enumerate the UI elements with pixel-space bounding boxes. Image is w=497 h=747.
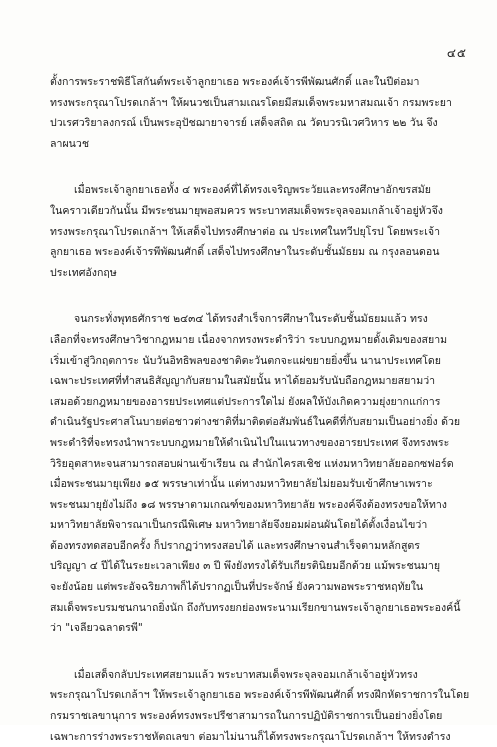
body-text <box>50 60 470 747</box>
text-line: เมื่อพระชนมายุเพียง ๑๕ พรรษาเท่านั้น แต่ทางมหาวิทยาลัยไม่ยอมรับเข้าศึกษาเพราะ <box>50 478 433 491</box>
text-line: จนกระทั่งพุทธศักราช ๒๔๓๔ ได้ทรงสำเร็จการศึกษาในระดับชั้นมัธยมแล้ว ทรง <box>74 313 428 326</box>
text-line: ประเทศอังกฤษ <box>50 266 117 279</box>
text-line: เมื่อพระเจ้าลูกยาเธอทั้ง ๔ พระองค์ที่ได้ทรงเจริญพระวัยและทรงศึกษาอักขรสมัย <box>74 184 431 197</box>
text-line: พระดำริที่จะทรงนำพาระบบกฎหมายให้ดำเนินไปในแนวทางของอารยประเทศ จึงทรงพระ <box>50 436 450 449</box>
paragraph-1 <box>50 72 470 154</box>
text-line: พระกรุณาโปรดเกล้าฯ ให้พระเจ้าลูกยาเธอ พระองค์เจ้ารพีพัฒนศักดิ์ ทรงฝึกหัดราชการในโดย <box>50 689 470 702</box>
text-line: สมเด็จพระบรมชนกนาถยิ่งนัก ถึงกับทรงยกย่องพระนามเรียกขานพระเจ้าลูกยาเธอพระองค์นี้ <box>50 601 461 614</box>
page-number: ๔๕ <box>446 46 467 60</box>
text-line: เริ่มเข้าสู่วิกฤตการะ นับวันอิทธิพลของชาติตะวันตกจะแผ่ขยายยิ่งขึ้น นานาประเทศโดย <box>50 354 441 367</box>
text-line: ตั้งการพระราชพิธีโสกันต์พระเจ้าลูกยาเธอ พระองค์เจ้ารพีพัฒนศักดิ์ และในปีต่อมา <box>50 76 420 88</box>
text-line: ในคราวเดียวกันนั้น มีพระชนมายุพอสมควร พระบาทสมเด็จพระจุลจอมเกล้าเจ้าอยู่หัวจึง <box>50 204 443 217</box>
text-line: พระชนมายุยังไม่ถึง ๑๘ พรรษาตามเกณฑ์ของมหาวิทยาลัย พระองค์จึงต้องทรงขอให้ทาง <box>50 498 447 511</box>
text-line: เมื่อเสด็จกลับประเทศสยามแล้ว พระบาทสมเด็จพระจุลจอมเกล้าเจ้าอยู่หัวทรง <box>74 668 418 681</box>
text-line: เสมอด้วยกฎหมายของอารยประเทศแต่ประการใดไม่ ยังผลให้บังเกิดความยุ่งยากแก่การ <box>50 395 441 408</box>
text-line: ปริญญา ๔ ปีได้ในระยะเวลาเพียง ๓ ปี พึงยังทรงได้รับเกียรตินิยมอีกด้วย แม้พระชนมายุ <box>50 560 441 573</box>
paragraph-3 <box>50 309 470 639</box>
text-line: มหาวิทยาลัยพิจารณาเป็นกรณีพิเศษ มหาวิทยาลัยจึงยอมผ่อนผันโดยได้ตั้งเงื่อนไขว่า <box>50 519 428 532</box>
text-line: ลูกยาเธอ พระองค์เจ้ารพีพัฒนศักดิ์ เสด็จไปทรงศึกษาในระดับชั้นมัธยม ณ กรุงลอนดอน <box>50 246 440 259</box>
text-line: จะยังน้อย แต่พระอัจฉริยภาพก็ได้ปรากฏเป็นที่ประจักษ์ ยังความพอพระราชหฤทัยใน <box>50 581 424 594</box>
text-line: เฉพาะประเทศที่ทำสนธิสัญญากับสยามในสมัยนั้น หาได้ยอมรับนับถือกฎหมายสยามว่า <box>50 375 436 388</box>
text-line: กรมราชเลขานุการ พระองค์ทรงพระปรีชาสามารถในการปฏิบัติราชการเป็นอย่างยิ่งโดย <box>50 710 443 723</box>
text-line: ดำเนินรัฐประศาสโนบายต่อชาวต่างชาติที่มาติดต่อสัมพันธ์ในคดีที่กับสยามเป็นอย่างยิ่ง ด้วย <box>50 416 461 429</box>
text-line: ว่า "เจลียวฉลาดรพี" <box>50 622 143 635</box>
text-line: ปวเรศวริยาลงกรณ์ เป็นพระอุปัชฌายาจารย์ เสด็จสถิต ณ วัดบวรนิเวศวิหาร ๒๒ วัน จึง <box>50 117 438 130</box>
text-line: ลาผนวช <box>50 137 90 150</box>
paragraph-2 <box>50 180 470 283</box>
text-line: ทรงพระกรุณาโปรดเกล้าฯ ให้เสด็จไปทรงศึกษาต่อ ณ ประเทศในทวีปยุโรป โดยพระเจ้า <box>50 225 441 238</box>
text-line: ทรงพระกรุณาโปรดเกล้าฯ ให้ผนวชเป็นสามเณรโดยมีสมเด็จพระมหาสมณเจ้า กรมพระยา <box>50 96 452 109</box>
paragraph-4 <box>50 665 470 747</box>
text-line: เฉพาะการร่างพระราชหัตถเลขา ต่อมาไม่นานก็ได้ทรงพระกรุณาโปรดเกล้าฯ ให้ทรงดำรง <box>50 730 451 743</box>
text-line: ต้องทรงทดสอบอีกครั้ง ก็ปรากฏว่าทรงสอบได้ และทรงศึกษาจนสำเร็จตามหลักสูตร <box>50 539 420 552</box>
text-line: เลือกที่จะทรงศึกษาวิชากฎหมาย เนื่องจากทรงพระดำริว่า ระบบกฎหมายดั้งเดิมของสยาม <box>50 333 448 346</box>
text-line: วิริยอุตสาหะจนสามารถสอบผ่านเข้าเรียน ณ สำนักไครสเชิช แห่งมหาวิทยาลัยออกซฟอร์ด <box>50 457 454 470</box>
